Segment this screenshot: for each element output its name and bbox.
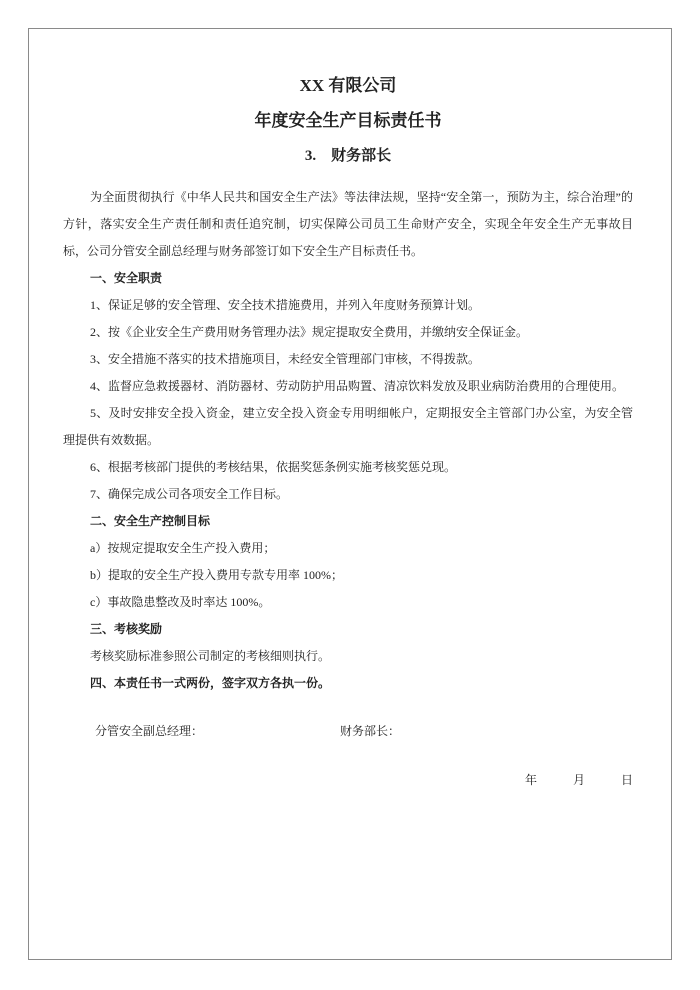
control-target-a: a）按规定提取安全生产投入费用； xyxy=(90,541,276,555)
month-label: 月 xyxy=(572,773,585,787)
section-1-heading: 一、安全职责 xyxy=(90,271,163,285)
assessment-reward-text: 考核奖励标准参照公司制定的考核细则执行。 xyxy=(90,649,331,663)
section-4-heading: 四、本责任书一式两份，签字双方各执一份。 xyxy=(90,676,331,690)
section-number-heading: 3. 财务部长 xyxy=(304,148,392,164)
duty-item-2: 2、按《企业安全生产费用财务管理办法》规定提取安全费用，并缴纳安全保证金。 xyxy=(90,325,529,339)
paragraph-block xyxy=(63,184,633,697)
section-3-heading: 三、考核奖励 xyxy=(90,622,163,636)
company-title: XX 有限公司 xyxy=(299,76,397,95)
section-2-heading: 二、安全生产控制目标 xyxy=(90,514,211,528)
date-line xyxy=(63,767,633,794)
duty-item-5: 5、及时安排安全投入资金，建立安全投入资金专用明细帐户，定期报安全主管部门办公室，为安全管理提供有效数据。 xyxy=(63,406,633,447)
signature-row xyxy=(63,718,633,745)
duty-item-3: 3、安全措施不落实的技术措施项目，未经安全管理部门审核，不得拨款。 xyxy=(90,352,481,366)
signature-label-finance: 财务部长： xyxy=(340,724,401,738)
signature-label-deputy-gm: 分管安全副总经理： xyxy=(95,724,204,738)
control-target-c: c）事故隐患整改及时率达 100%。 xyxy=(90,595,271,609)
duty-item-6: 6、根据考核部门提供的考核结果，依据奖惩条例实施考核奖惩兑现。 xyxy=(90,460,457,474)
duty-item-4: 4、监督应急救援器材、消防器材、劳动防护用品购置、清凉饮料发放及职业病防治费用的合理使用。 xyxy=(90,379,625,393)
year-label: 年 xyxy=(524,773,537,787)
document-title: 年度安全生产目标责任书 xyxy=(254,111,442,130)
intro-paragraph: 为全面贯彻执行《中华人民共和国安全生产法》等法律法规，坚持“安全第一，预防为主，综合治理”的方针，落实安全生产责任制和责任追究制，切实保障公司员工生命财产安全，实现全年安全生产无事故目标，公司分管安全副总经理与财务部签订如下安全生产目标责任书。 xyxy=(63,190,633,258)
duty-item-1: 1、保证足够的安全管理、安全技术措施费用，并列入年度财务预算计划。 xyxy=(90,298,481,312)
duty-item-7: 7、确保完成公司各项安全工作目标。 xyxy=(90,487,289,501)
control-target-b: b）提取的安全生产投入费用专款专用率 100%； xyxy=(90,568,343,582)
day-label: 日 xyxy=(620,773,633,787)
document-content xyxy=(63,76,633,794)
